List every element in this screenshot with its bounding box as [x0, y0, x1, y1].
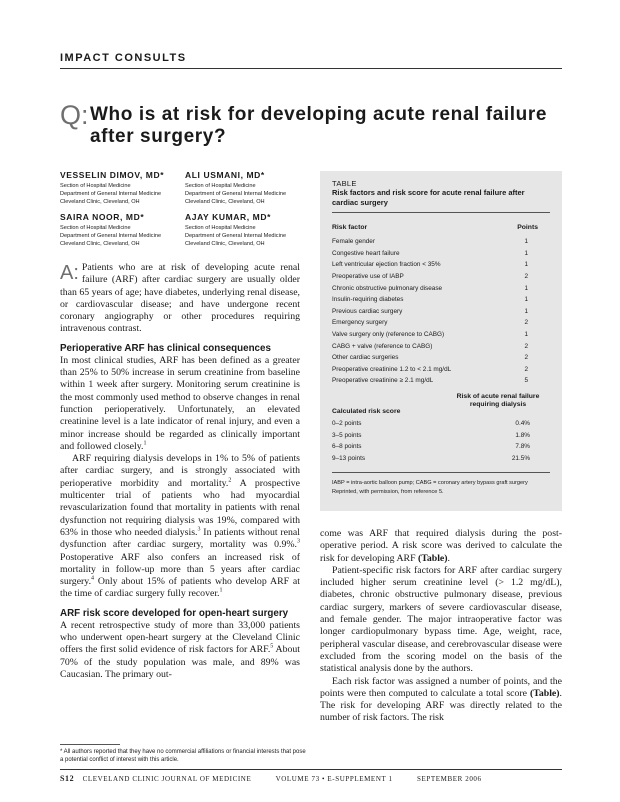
- author-block: [185, 170, 305, 206]
- table-title: Risk factors and risk score for acute renal failure after cardiac surgery: [332, 188, 525, 207]
- volume-info: VOLUME 73 • E-SUPPLEMENT 1: [275, 775, 393, 783]
- author-name: VESSELIN DIMOV, MD*: [60, 170, 165, 180]
- footnote: * All authors reported that they have no commercial affiliations or financial interests that pose a potential conflict of interest with this article.: [60, 749, 306, 763]
- section-heading: Perioperative ARF has clinical consequences: [60, 342, 271, 354]
- score-row: 0–2 points 0.4%: [332, 420, 530, 428]
- table-row: Preoperative creatinine 1.2 to < 2.1 mg/dL 2: [332, 365, 528, 373]
- author-name: SAIRA NOOR, MD*: [60, 212, 145, 222]
- table-row: Female gender 1: [332, 238, 528, 246]
- table-row: CABG + valve (reference to CABG) 2: [332, 342, 528, 350]
- body-paragraph: In most clinical studies, ARF has been defined as a greater than 25% to 50% increase in serum creatinine from baseline within 1 week after surgery. Monitoring serum creatinine is the most commonly used method to observe changes in renal function perioperatively. Unfortunately, an elevated creatinine level is a late indicator of renal injury, and even a minor increase should be regarded as clinically important and followed closely.$^1$: [60, 354, 300, 452]
- question-letter: Q:: [60, 100, 89, 130]
- answer-paragraph: A: Patients who are at risk of developing acute renal failure (ARF) after cardiac surgery are usually older than 65 years of age; have diabetes, underlying renal disease, or cardiovascular disease; and have undergone recent coronary angiography or other procedures requiring intravenous contrast.: [60, 262, 300, 335]
- author-block: [60, 212, 180, 248]
- author-affiliation: Cleveland Clinic, Cleveland, OH: [185, 241, 265, 247]
- table-row: Other cardiac surgeries 2: [332, 354, 528, 362]
- author-name: AJAY KUMAR, MD*: [185, 212, 271, 222]
- body-paragraph: Each risk factor was assigned a number of points, and the points were then computed to calculate a total score (Table). The risk for developing ARF was directly related to the number of risk factors. The risk: [320, 675, 562, 724]
- author-affiliation: Section of Hospital Medicine: [185, 225, 256, 231]
- score-row: 6–8 points 7.8%: [332, 443, 530, 451]
- body-paragraph: ARF requiring dialysis develops in 1% to 5% of patients after cardiac surgery, and is strongly associated with perioperative morbidity and mortality.$^2$ A prospective multicenter trial of patients who had myocardial revascularization found that mortality in patients with renal dysfunction not requiring dialysis was 19%, compared with 63% in those who needed dialysis.$^3$ In patients without renal dysfunction after cardiac surgery, mortality was 0.9%.$^3$ Postoperative ARF also confers an increased risk of mortality in follow-up more than 5 years after cardiac surgery.$^4$ Only about 15% of patients who develop ARF at the time of cardiac surgery fully recover.$^1$: [60, 453, 300, 600]
- table-header: [332, 219, 550, 236]
- author-block: [185, 212, 305, 248]
- article-title: Who is at risk for developing acute renal failure after surgery?: [90, 104, 548, 147]
- body-paragraph: A recent retrospective study of more than 33,000 patients who underwent open-heart surgery at the Cleveland Clinic offers the first solid evidence of risk factors for ARF.$^5$ About 70% of the study population was male, and 89% was Caucasian. The primary out-: [60, 619, 300, 680]
- column-header: Risk of acute renal failure requiring dialysis: [456, 392, 540, 408]
- section-heading: ARF risk score developed for open-heart surgery: [60, 607, 289, 619]
- body-paragraph: Patient-specific risk factors for ARF after cardiac surgery included higher serum creatinine level (> 1.2 mg/dL), diabetes, chronic obstructive pulmonary disease, previous cardiac surgery, markers of severe cardiovascular disease, and female gender. The major intraoperative factor was longer cardiopulmonary bypass time. Age, weight, race, peripheral vascular disease, and cerebrovascular disease were excluded from the scoring model on the basis of the statistical analysis done by the authors.: [320, 564, 562, 675]
- page-footer: [60, 774, 482, 783]
- table-row: Preoperative use of IABP 2: [332, 273, 528, 281]
- author-affiliation: Section of Hospital Medicine: [60, 183, 131, 189]
- table-row: Preoperative creatinine ≥ 2.1 mg/dL 5: [332, 377, 528, 385]
- issue-date: SEPTEMBER 2006: [417, 775, 482, 783]
- author-block: [60, 170, 180, 206]
- table-row: Left ventricular ejection fraction < 35% 1: [332, 261, 528, 269]
- table-row: Congestive heart failure 1: [332, 249, 528, 257]
- table-row: Emergency surgery 2: [332, 319, 528, 327]
- footnote-divider: [60, 744, 120, 745]
- right-column: [320, 528, 562, 725]
- page-number: S12: [60, 774, 75, 783]
- table-note: IABP = intra-aortic balloon pump; CABG = coronary artery bypass graft surgery Reprinted, with permission, from reference 5.: [332, 480, 528, 496]
- body-paragraph: come was ARF that required dialysis during the post-operative period. A risk score was derived to calculate the risk for developing ARF (Table).: [320, 528, 562, 564]
- score-header: [332, 393, 550, 415]
- section-label: IMPACT CONSULTS: [60, 52, 187, 64]
- table-row: Previous cardiac surgery 1: [332, 307, 528, 315]
- author-affiliation: Cleveland Clinic, Cleveland, OH: [185, 199, 265, 205]
- table-row: Chronic obstructive pulmonary disease 1: [332, 284, 528, 292]
- author-affiliation: Department of General Internal Medicine: [185, 233, 287, 239]
- author-affiliation: Cleveland Clinic, Cleveland, OH: [60, 199, 140, 205]
- author-affiliation: Cleveland Clinic, Cleveland, OH: [60, 241, 140, 247]
- score-row: 3–5 points 1.8%: [332, 431, 530, 439]
- author-affiliation: Section of Hospital Medicine: [185, 183, 256, 189]
- column-header: Risk factor: [332, 224, 368, 231]
- header-divider: [60, 68, 562, 69]
- table-label: TABLE: [332, 179, 357, 188]
- footer-divider: [60, 769, 562, 770]
- author-affiliation: Section of Hospital Medicine: [60, 225, 131, 231]
- author-affiliation: Department of General Internal Medicine: [60, 233, 162, 239]
- score-row: 9–13 points 21.5%: [332, 454, 530, 462]
- risk-table: [320, 171, 562, 511]
- table-row: Valve surgery only (reference to CABG) 1: [332, 331, 528, 339]
- journal-name: CLEVELAND CLINIC JOURNAL OF MEDICINE: [82, 775, 252, 783]
- left-column: [60, 262, 300, 681]
- table-row: Insulin-requiring diabetes 1: [332, 296, 528, 304]
- author-affiliation: Department of General Internal Medicine: [60, 191, 162, 197]
- author-affiliation: Department of General Internal Medicine: [185, 191, 287, 197]
- column-header: Calculated risk score: [332, 407, 401, 415]
- answer-letter: A:: [60, 262, 79, 284]
- author-name: ALI USMANI, MD*: [185, 170, 265, 180]
- column-header: Points: [517, 224, 538, 231]
